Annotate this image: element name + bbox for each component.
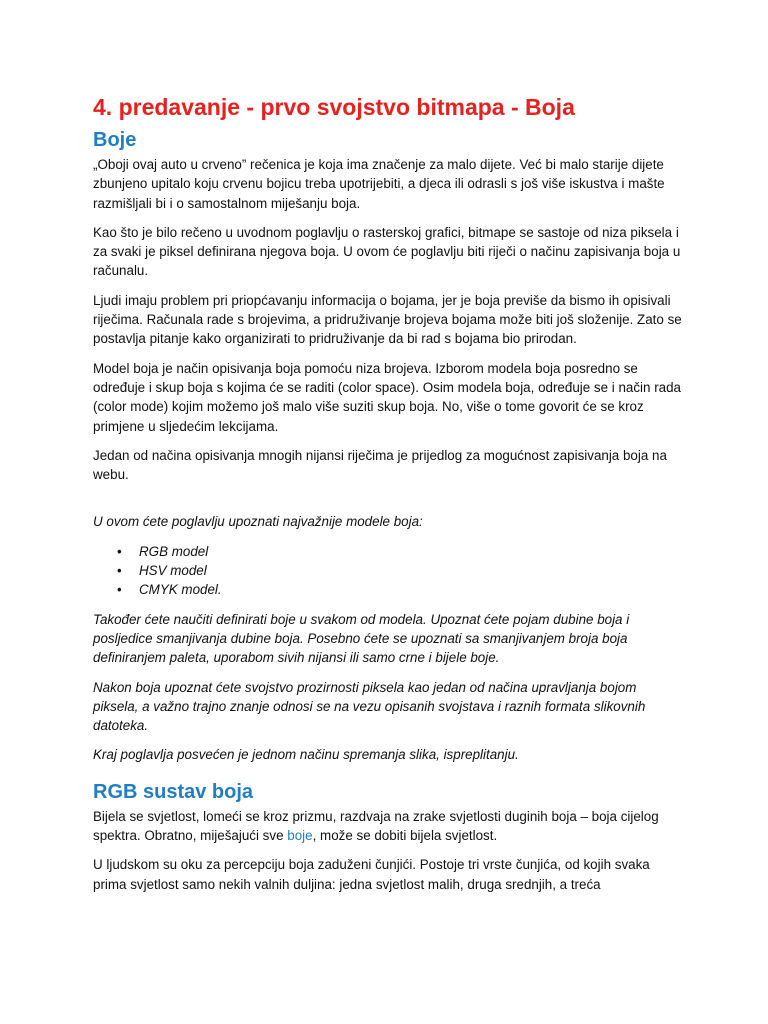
bullet-icon: • bbox=[117, 563, 122, 579]
list-item: • CMYK model. bbox=[139, 580, 684, 599]
rgb-paragraph-1: Bijela se svjetlost, lomeći se kroz prizmu, razdvaja na zrake svjetlosti duginih boja – boja cijelog spektra. Obratno, miješajući sve boje, može se dobiti bijela svjetlost. bbox=[93, 808, 659, 844]
boje-link[interactable]: boje bbox=[287, 828, 313, 844]
section-heading-rgb: RGB sustav boja bbox=[93, 780, 254, 803]
models-list bbox=[93, 542, 684, 600]
paragraph-2: Kao što je bilo rečeno u uvodnom poglavlju o rasterskoj grafici, bitmape se sastoje od niza piksela i za svaki je piksel definirana njegova boja. U ovom će poglavlju biti riječi o načinu zapisivanja boja u računalu. bbox=[93, 224, 681, 279]
italic-paragraph-1: Također ćete naučiti definirati boje u svakom od modela. Upoznat ćete pojam dubine boja i posljedice smanjivanja dubine boja. Posebno ćete se upoznati sa smanjivanjem broja boja definiranjem paleta, uporabom sivih nijansi ili samo crne i bijele boje. bbox=[93, 611, 630, 666]
list-item: • HSV model bbox=[139, 561, 684, 580]
paragraph-1: „Oboji ovaj auto u crveno” rečenica je koja ima značenje za malo dijete. Već bi malo starije dijete zbunjeno upitalo koju crvenu bojicu treba upotrijebiti, a djeca ili odrasli s još više iskustva i mašte razmišljali bi i o samostalnom miješanju boja. bbox=[93, 157, 665, 211]
section-heading-boje: Boje bbox=[93, 129, 137, 151]
paragraph-3: Ljudi imaju problem pri priopćavanju informacija o bojama, jer je boja previše da bismo ih opisivali riječima. Računala rade s brojevima, a pridruživanje brojeva bojama može biti još složenije. Zato se postavlja pitanje kako organizirati to pridruživanje da bi rad s bojama bio prirodan. bbox=[93, 292, 682, 347]
spacer bbox=[93, 494, 684, 512]
list-item: • RGB model bbox=[139, 542, 684, 561]
paragraph-5: Jedan od načina opisivanja mnogih nijansi riječima je prijedlog za mogućnost zapisivanja boja na webu. bbox=[93, 447, 667, 483]
bullet-icon: • bbox=[117, 582, 122, 598]
models-intro: U ovom ćete poglavlju upoznati najvažnije modele boja: bbox=[93, 514, 423, 530]
italic-paragraph-2: Nakon boja upoznat ćete svojstvo prozirnosti piksela kao jedan od načina upravljanja bojom piksela, a važno trajno znanje odnosi se na vezu opisanih svojstava i raznih formata slikovnih datoteka. bbox=[93, 679, 646, 734]
rgb-paragraph-2: U ljudskom su oku za percepciju boja zaduženi čunjići. Postoje tri vrste čunjića, od kojih svaka prima svjetlost samo nekih valnih duljina: jedna svjetlost malih, druga srednjih, a treća bbox=[93, 857, 650, 892]
page-title: 4. predavanje - prvo svojstvo bitmapa - Boja bbox=[93, 94, 575, 120]
bullet-icon: • bbox=[117, 543, 122, 559]
paragraph-4: Model boja je način opisivanja boja pomoću niza brojeva. Izborom modela boja posredno se određuje i skup boja s kojima će se raditi (color space). Osim modela boja, određuje se i način rada (color mode) kojim možemo još malo više suziti skup boja. No, više o tome govorit će se kroz primjene u sljedećim lekcijama. bbox=[93, 360, 681, 434]
italic-paragraph-3: Kraj poglavlja posvećen je jednom načinu spremanja slika, ispreplitanju. bbox=[93, 747, 519, 763]
